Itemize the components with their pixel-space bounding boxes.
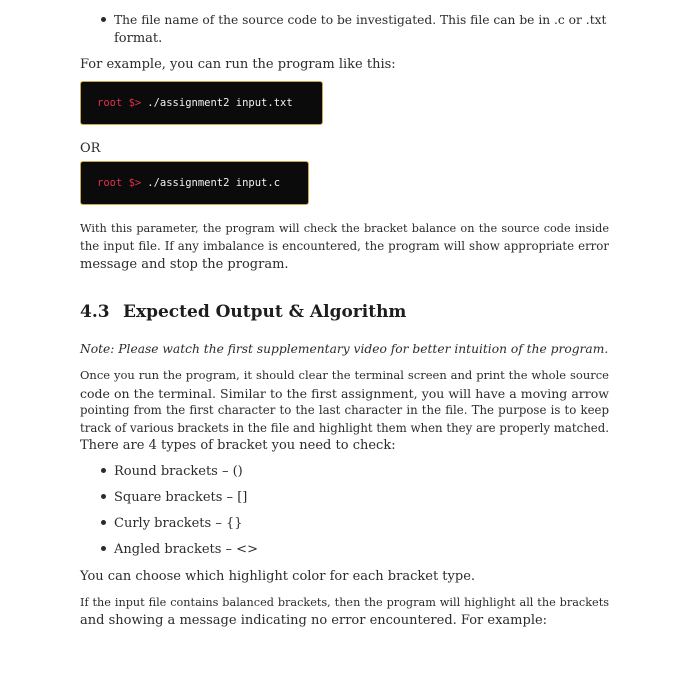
run-paragraph-line-3: pointing from the first character to the last character in the file. The purpose is to keep <box>80 403 609 417</box>
example-intro: For example, you can run the program like this: <box>80 57 396 72</box>
terminal-prompt: root $> <box>97 177 142 189</box>
bracket-type-curly: Curly brackets – {} <box>114 516 243 531</box>
balanced-paragraph-line-1: If the input file contains balanced brackets, then the program will highlight all the brackets <box>80 596 609 609</box>
terminal-prompt: root $> <box>97 97 142 109</box>
run-paragraph-line-2: code on the terminal. Similar to the first assignment, you will have a moving arrow <box>80 386 609 401</box>
section-title: Expected Output & Algorithm <box>123 302 407 322</box>
or-text: OR <box>80 141 101 156</box>
intro-bullet-line-1: The file name of the source code to be investigated. This file can be in .c or .txt <box>114 13 607 27</box>
balanced-paragraph-line-2: and showing a message indicating no error encountered. For example: <box>80 613 548 628</box>
param-paragraph-line-3: message and stop the program. <box>80 257 289 272</box>
param-paragraph-line-1: With this parameter, the program will check the bracket balance on the source code inside <box>80 222 609 235</box>
section-heading <box>80 301 406 323</box>
bullet-dot <box>101 468 106 473</box>
run-paragraph-line-1: Once you run the program, it should clear the terminal screen and print the whole source <box>80 368 609 382</box>
terminal-block-2 <box>80 161 309 205</box>
bracket-type-round: Round brackets – () <box>114 464 243 479</box>
run-paragraph-line-5: There are 4 types of bracket you need to check: <box>80 438 396 453</box>
intro-bullet-line-2: format. <box>114 31 163 46</box>
color-choice-text: You can choose which highlight color for each bracket type. <box>80 569 476 584</box>
bullet-dot <box>101 546 106 551</box>
run-paragraph-line-4: track of various brackets in the file and highlight them when they are properly matched. <box>80 421 609 435</box>
bullet-dot <box>101 17 106 22</box>
bracket-type-square: Square brackets – [] <box>114 490 248 505</box>
bracket-type-angled: Angled brackets – <> <box>114 542 258 557</box>
note-text: Note: Please watch the first supplementary video for better intuition of the program. <box>80 342 609 356</box>
param-paragraph-line-2: the input file. If any imbalance is encountered, the program will show appropriate error <box>80 239 609 253</box>
bullet-dot <box>101 520 106 525</box>
section-number: 4.3 <box>80 302 110 322</box>
terminal-command: ./assignment2 input.c <box>147 177 281 189</box>
terminal-command: ./assignment2 input.txt <box>147 97 293 109</box>
bullet-dot <box>101 494 106 499</box>
terminal-block-1 <box>80 81 323 125</box>
